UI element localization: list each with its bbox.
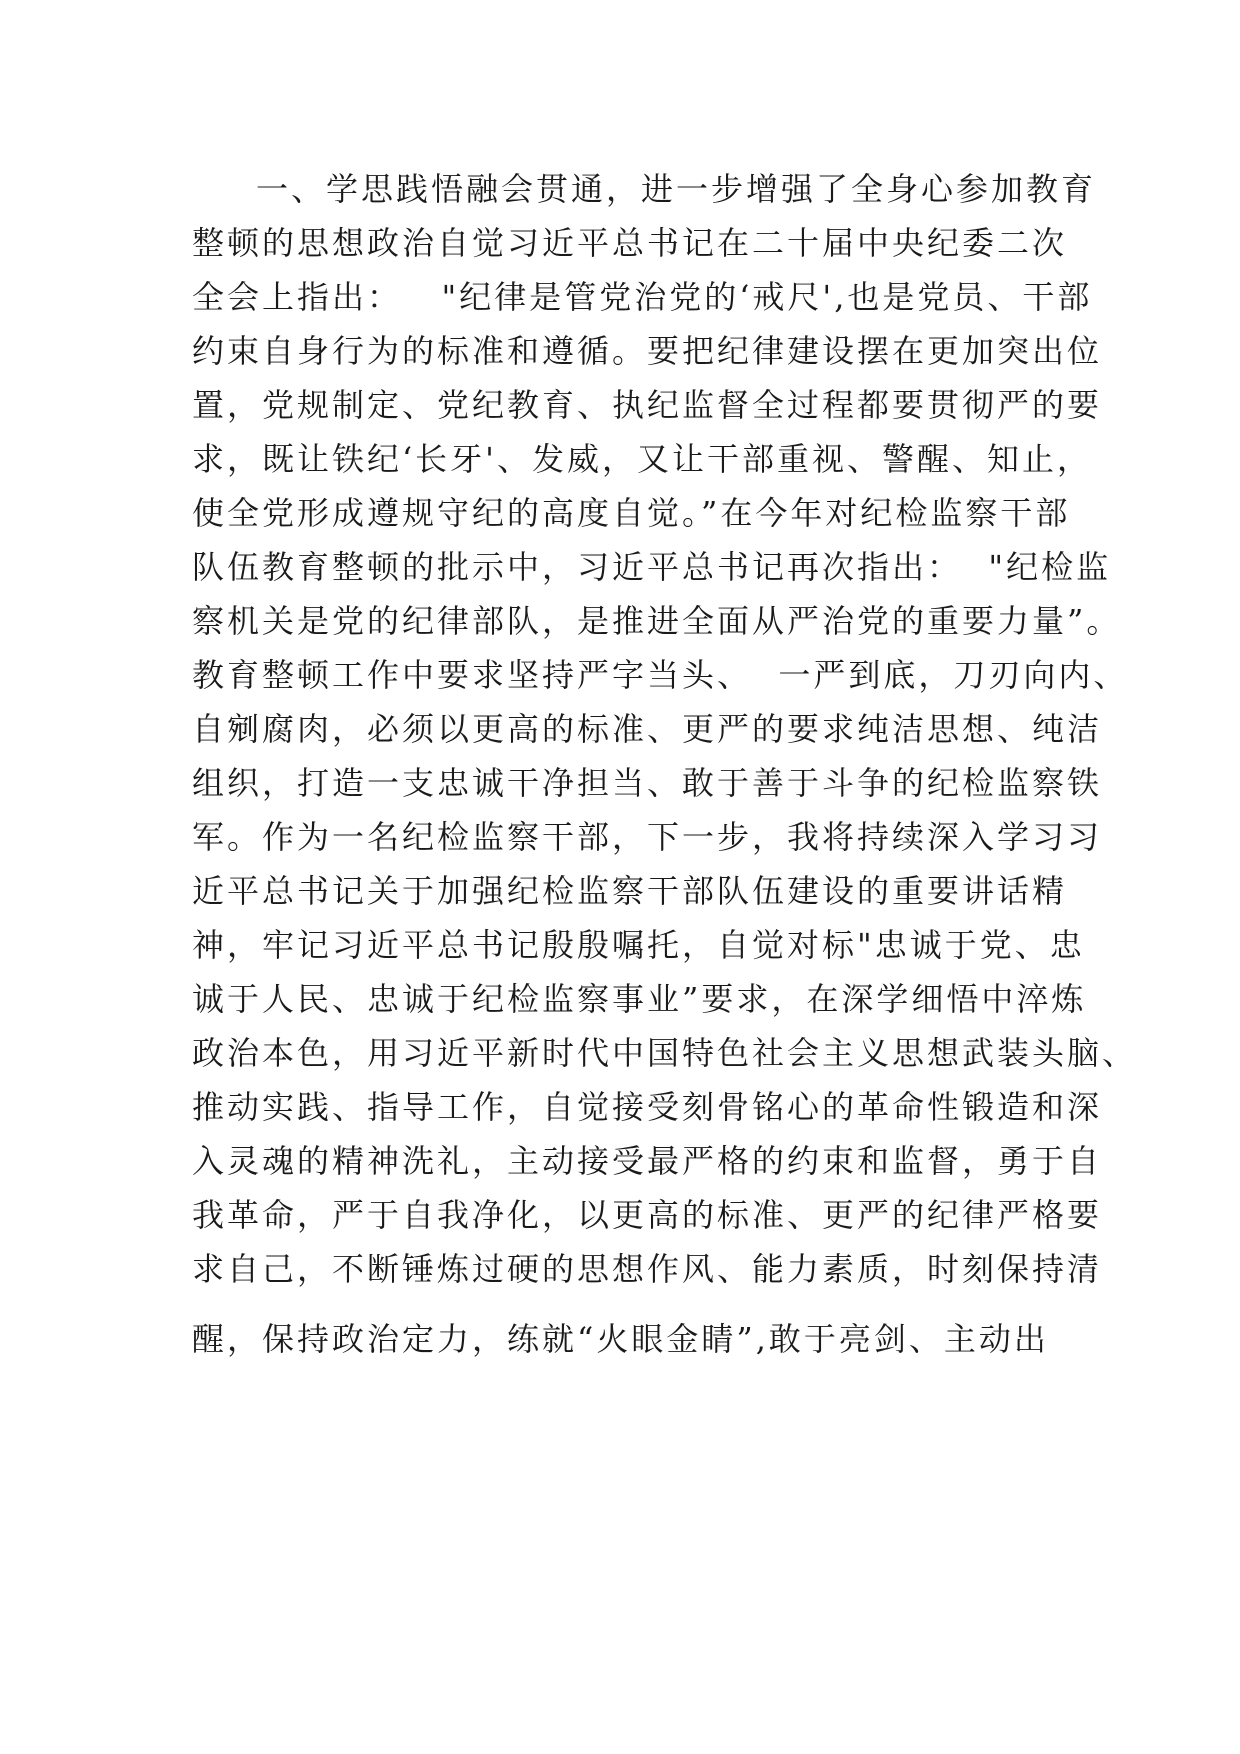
paragraph-line: 求，既让铁纪‘长牙'、发威，又让干部重视、警醒、知止， (192, 440, 1092, 478)
paragraph-line: 入灵魂的精神洗礼，主动接受最严格的约束和监督，勇于自 (192, 1142, 1103, 1180)
paragraph-line: 军。作为一名纪检监察干部，下一步，我将持续深入学习习 (192, 818, 1103, 856)
paragraph-line: 推动实践、指导工作，自觉接受刻骨铭心的革命性锻造和深 (192, 1088, 1103, 1126)
paragraph-line: 队伍教育整顿的批示中，习近平总书记再次指出： "纪检监 (192, 548, 1112, 586)
paragraph-line: 使全党形成遵规守纪的高度自觉。”在今年对纪检监察干部 (192, 494, 1071, 532)
paragraph-line: 组织，打造一支忠诚干净担当、敢于善于斗争的纪检监察铁 (192, 764, 1103, 802)
paragraph-line: 我革命，严于自我净化，以更高的标准、更严的纪律严格要 (192, 1196, 1103, 1234)
paragraph-line: 全会上指出： "纪律是管党治党的‘戒尺',也是党员、干部 (192, 278, 1093, 316)
paragraph-line: 教育整顿工作中要求坚持严字当头、 一严到底，刀刃向内、 (192, 656, 1129, 694)
body-paragraph (192, 162, 1138, 1366)
paragraph-line: 诚于人民、忠诚于纪检监察事业”要求，在深学细悟中淬炼 (192, 980, 1087, 1018)
paragraph-line: 政治本色，用习近平新时代中国特色社会主义思想武装头脑、 (192, 1034, 1138, 1072)
paragraph-line: 醒，保持政治定力，练就“火眼金睛”,敢于亮剑、主动出 (192, 1320, 1049, 1358)
paragraph-line: 察机关是党的纪律部队，是推进全面从严治党的重要力量”。 (192, 602, 1122, 640)
paragraph-line: 自剜腐肉，必须以更高的标准、更严的要求纯洁思想、纯洁 (192, 710, 1103, 748)
paragraph-line: 约束自身行为的标准和遵循。要把纪律建设摆在更加突出位 (192, 332, 1103, 370)
paragraph-line: 置，党规制定、党纪教育、执纪监督全过程都要贯彻严的要 (192, 386, 1103, 424)
paragraph-line: 近平总书记关于加强纪检监察干部队伍建设的重要讲话精 (192, 872, 1068, 910)
paragraph-line: 整顿的思想政治自觉习近平总书记在二十届中央纪委二次 (192, 224, 1068, 262)
paragraph-line: 求自己，不断锤炼过硬的思想作风、能力素质，时刻保持清 (192, 1250, 1103, 1288)
paragraph-line: 一、学思践悟融会贯通，进一步增强了全身心参加教育 (256, 170, 1097, 208)
paragraph-line: 神，牢记习近平总书记殷殷嘱托，自觉对标"忠诚于党、忠 (192, 926, 1085, 964)
